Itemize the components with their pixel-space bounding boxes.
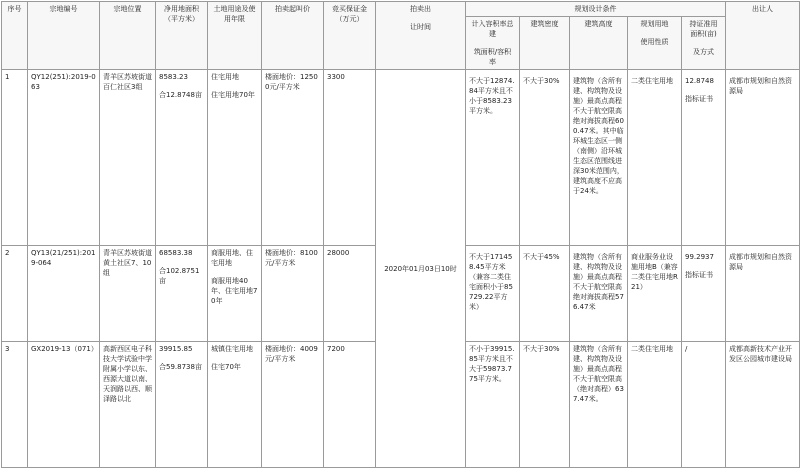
cell-land-use bbox=[208, 70, 262, 246]
cell-indicator bbox=[682, 70, 726, 246]
area-mu: 合59.8738亩 bbox=[159, 363, 202, 371]
indicator-value: / bbox=[685, 345, 688, 353]
cell-far: 不大于12874.84平方米且不小于8583.23平方米。 bbox=[466, 70, 520, 246]
header-seq: 序号 bbox=[2, 2, 28, 70]
land-auction-table bbox=[1, 1, 800, 468]
cell-parcel-code: QY12(251):2019-063 bbox=[28, 70, 100, 246]
cell-parcel-code: QY13(21/251):2019-064 bbox=[28, 246, 100, 342]
header-deposit: 竞买保证金（万元） bbox=[324, 2, 376, 70]
header-indicator-line1: 持证准用 bbox=[689, 20, 718, 28]
land-use-type: 住宅用地 bbox=[211, 73, 239, 81]
header-height: 建筑高度 bbox=[570, 17, 628, 70]
cell-location: 青羊区苏坡街道黄土社区7、10组 bbox=[100, 246, 156, 342]
land-use-type: 商服用地、住宅用地 bbox=[211, 249, 253, 267]
cell-height: 建筑物（含所有建、构筑物及设施）最高点高程不大于航空限高绝对海拔高程600.47米。其中临环城生态区一侧（南侧）沿环城生态区范围线进深30米范围内，建筑高度不应高于24米。 bbox=[570, 70, 628, 246]
cell-seq: 1 bbox=[2, 70, 28, 246]
cell-far: 不大于171458.45平方米（兼容二类住宅面积小于85729.22平方米） bbox=[466, 246, 520, 342]
header-auction-time-line2: 让时间 bbox=[410, 23, 431, 31]
cell-location: 青羊区苏坡街道百仁社区3组 bbox=[100, 70, 156, 246]
header-far bbox=[466, 17, 520, 70]
cell-land-use bbox=[208, 342, 262, 468]
cell-transferor: 成都市规划和自然资源局 bbox=[726, 246, 800, 342]
cell-land-nature: 二类住宅用地 bbox=[628, 342, 682, 468]
header-far-line2: 筑面积/容积 bbox=[473, 48, 512, 56]
header-row-1 bbox=[2, 2, 800, 17]
cell-seq: 3 bbox=[2, 342, 28, 468]
cell-parcel-code: GX2019-13（071） bbox=[28, 342, 100, 468]
indicator-value: 99.2937 bbox=[685, 253, 714, 261]
cell-net-area bbox=[156, 246, 208, 342]
indicator-method: 指标证书 bbox=[685, 271, 713, 279]
cell-transferor: 成都市规划和自然资源局 bbox=[726, 70, 800, 246]
cell-land-nature: 二类住宅用地 bbox=[628, 70, 682, 246]
header-far-line3: 率 bbox=[489, 58, 496, 66]
area-sqm: 8583.23 bbox=[159, 73, 188, 81]
header-transferor: 出让人 bbox=[726, 2, 800, 70]
cell-height: 建筑物（含所有建、构筑物及设施）最高点高程不大于航空限高（绝对高程）637.47米。 bbox=[570, 342, 628, 468]
header-parcel-code: 宗地编号 bbox=[28, 2, 100, 70]
header-indicator-line2: 面积(亩) bbox=[690, 30, 717, 38]
land-use-term: 住宅70年 bbox=[211, 363, 241, 371]
cell-land-use bbox=[208, 246, 262, 342]
header-location: 宗地位置 bbox=[100, 2, 156, 70]
header-auction-time bbox=[376, 2, 466, 70]
cell-indicator bbox=[682, 246, 726, 342]
cell-density: 不大于30% bbox=[520, 70, 570, 246]
land-auction-document bbox=[1, 1, 799, 468]
header-planning-conditions: 规划设计条件 bbox=[466, 2, 726, 17]
cell-deposit: 28000 bbox=[324, 246, 376, 342]
land-use-term: 商服用地40年、住宅用地70年 bbox=[211, 277, 258, 305]
area-sqm: 39915.85 bbox=[159, 345, 193, 353]
header-far-line1: 计入容积率总建 bbox=[471, 20, 514, 38]
land-use-term: 住宅用地70年 bbox=[211, 91, 255, 99]
cell-location: 高新西区电子科技大学试验中学附属小学以东、西源大道以南、天润路以西、顺泽路以北 bbox=[100, 342, 156, 468]
cell-far: 不小于39915.85平方米且不大于59873.775平方米。 bbox=[466, 342, 520, 468]
cell-start-price: 楼面地价：12500元/平方米 bbox=[262, 70, 324, 246]
area-mu: 合102.8751亩 bbox=[159, 267, 200, 285]
cell-deposit: 7200 bbox=[324, 342, 376, 468]
cell-start-price: 楼面地价：4009元/平方米 bbox=[262, 342, 324, 468]
cell-seq: 2 bbox=[2, 246, 28, 342]
header-net-area: 净用地面积（平方米） bbox=[156, 2, 208, 70]
cell-density: 不大于45% bbox=[520, 246, 570, 342]
cell-height: 建筑物（含所有建、构筑物及设施）最高点高程不大于航空限高绝对海拔高程576.47米 bbox=[570, 246, 628, 342]
header-land-nature bbox=[628, 17, 682, 70]
cell-deposit: 3300 bbox=[324, 70, 376, 246]
indicator-method: 指标证书 bbox=[685, 95, 713, 103]
cell-land-nature: 商业服务业设施用地B（兼容二类住宅用地R21） bbox=[628, 246, 682, 342]
cell-indicator bbox=[682, 342, 726, 468]
header-land-nature-line2: 使用性质 bbox=[640, 38, 669, 46]
cell-net-area bbox=[156, 342, 208, 468]
cell-transferor: 成都高新技术产业开发区公园城市建设局 bbox=[726, 342, 800, 468]
cell-density: 不大于30% bbox=[520, 342, 570, 468]
area-mu: 合12.8748亩 bbox=[159, 91, 202, 99]
indicator-value: 12.8748 bbox=[685, 77, 714, 85]
header-indicator-line3: 及方式 bbox=[693, 48, 714, 56]
cell-start-price: 楼面地价：8100元/平方米 bbox=[262, 246, 324, 342]
cell-auction-time: 2020年01月03日10时 bbox=[376, 70, 466, 468]
cell-net-area bbox=[156, 70, 208, 246]
area-sqm: 68583.38 bbox=[159, 249, 193, 257]
header-density: 建筑密度 bbox=[520, 17, 570, 70]
header-land-nature-line1: 规划用地 bbox=[640, 20, 669, 28]
table-row bbox=[2, 70, 800, 246]
header-land-use: 土地用途及使用年限 bbox=[208, 2, 262, 70]
land-use-type: 城镇住宅用地 bbox=[211, 345, 253, 353]
header-auction-time-line1: 拍卖出 bbox=[410, 5, 431, 13]
header-indicator bbox=[682, 17, 726, 70]
header-start-price: 拍卖起叫价 bbox=[262, 2, 324, 70]
